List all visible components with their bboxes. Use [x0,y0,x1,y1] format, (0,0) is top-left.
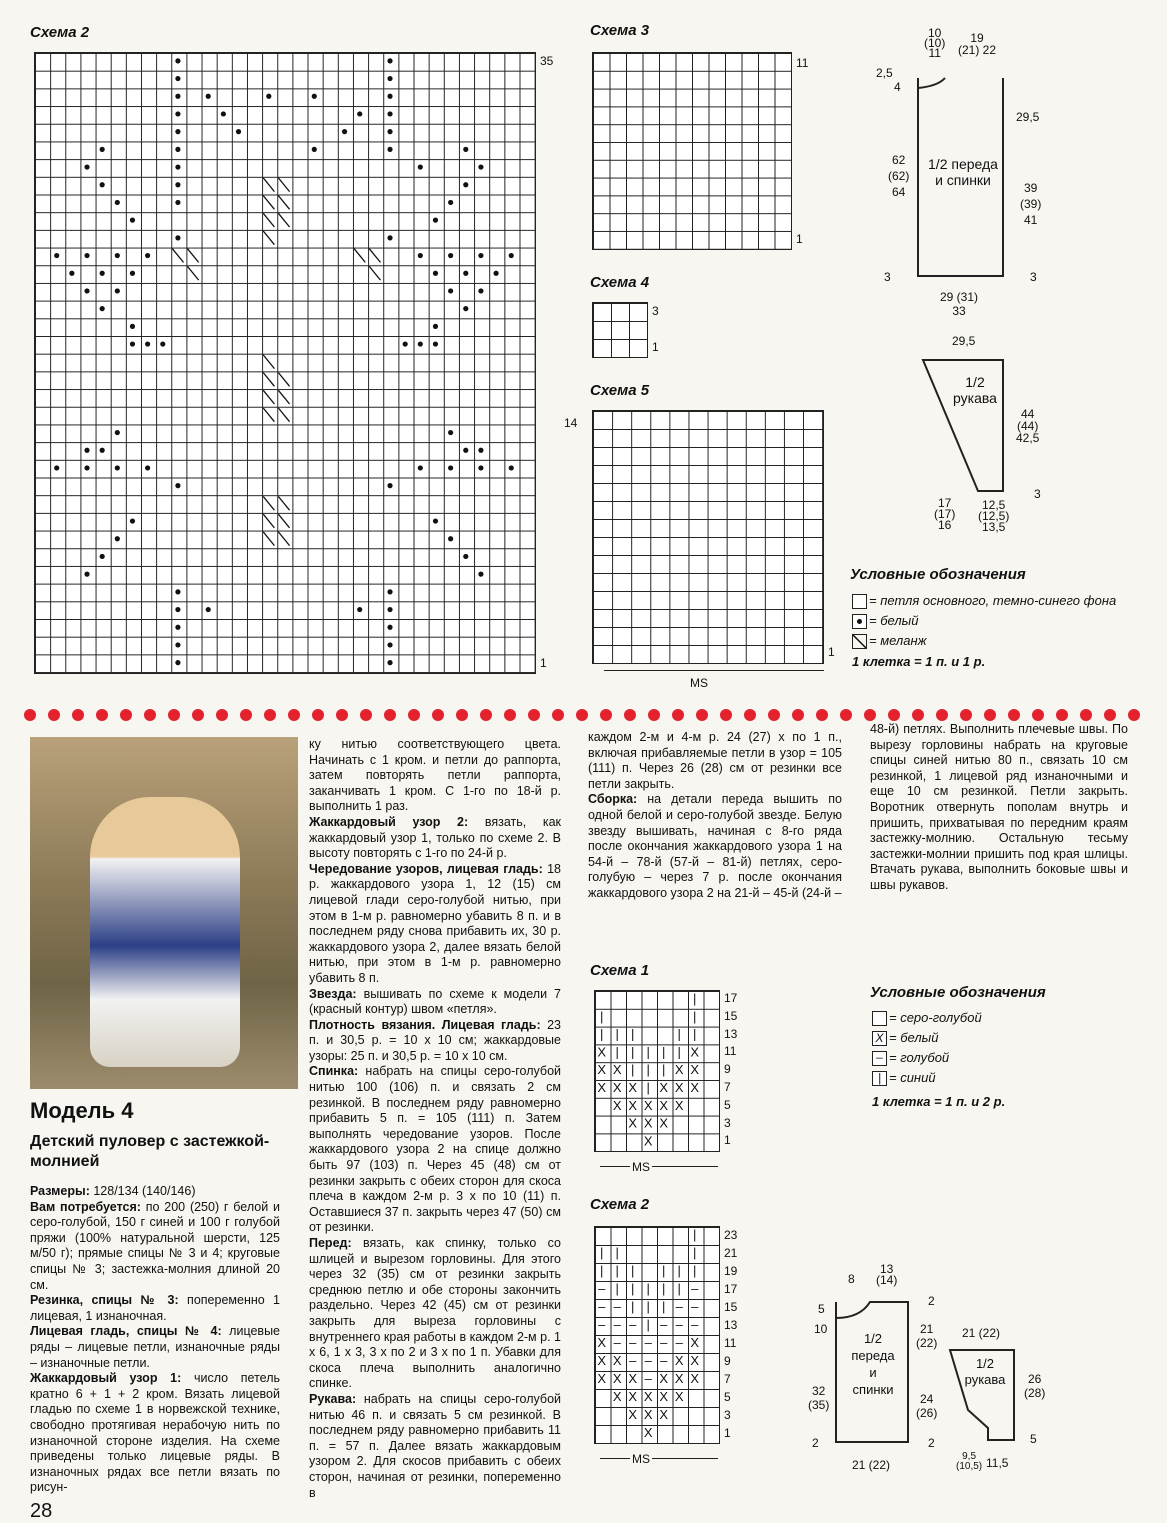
paragraph-heading: Жаккардовый узор 1: [30,1371,182,1386]
row-number: 3 [724,1408,731,1422]
paragraph-heading: Жаккардовый узор 2: [309,814,469,829]
p2-top-two: 2 [928,1294,935,1308]
chart-glyph: – [629,1317,637,1332]
chart-glyph: X [597,1371,607,1386]
row-number: 5 [724,1097,731,1112]
chart-glyph: | [600,1263,604,1278]
chart-glyph: X [643,1133,653,1149]
paragraph-heading: Перед: [309,1236,352,1250]
chart-glyph: | [662,1299,666,1314]
chart-glyph: X [643,1097,653,1113]
chart-glyph: | [693,1245,697,1260]
chart-glyph: | [693,1026,697,1042]
p2-left: 32 (35) [808,1384,830,1412]
chart-glyph: – [660,1353,668,1368]
chart-glyph: X [597,1080,607,1095]
p1-side1: 29,5 [1016,110,1040,124]
model-title: Модель 4 [30,1098,134,1123]
p2-sl-h: 26 (28) [1024,1372,1046,1400]
chart-glyph: | [631,1062,635,1078]
p1-top-right: 19 (21) 22 [958,31,997,57]
chart-glyph: | [631,1263,635,1278]
paragraph: 48-й) петлях. Выполнить плечевые швы. По вырезу горловины набрать на круговые спицы синей нитью 80 п., связать 10 см резинкой, 1 лицевой ряд изнаночными и еще 10 см резинкой. Петли закрыть. Воротник отвернуть пополам внутрь и пришить, прихватывая по передним краям застежку-молнию. Остальную тесьму застежки-молнии пришить под края шлицы. Втачать рукава, выполнить боковые швы и швы рукавов. [870,722,1128,892]
chart-glyph: X [643,1389,653,1404]
legend1-item-bg: = петля основного, темно-синего фона [852,593,1116,609]
paragraph: Вам потребуется: по 200 (250) г белой и серо-голубой, 150 г синей и 100 г голубой пряжи (100% натуральной шерсти, 125 м/50 г); прямые спицы № 3 и 4; круговые спицы № 3; застежка-молния длиной 20 см. [30,1199,280,1292]
row-number: 3 [724,1115,731,1130]
chart-glyph: X [659,1389,669,1404]
paragraph-heading: Размеры: [30,1184,90,1198]
chart-glyph: | [615,1026,619,1042]
chart-glyph: X [690,1335,700,1350]
chart-glyph: | [677,1044,681,1060]
paragraph: Перед: вязать, как спинку, только со шлицей и вырезом горловины. Для этого через 32 (35) см от резинки закрыть среднюю петлю и обе стороны закончить раздельно. Через 42 (45) см от резинки закрыть для выреза горловины с внутреннего края работы в каждом 2-м р. 1 х 6, 1 х 3, 3 х по 2 и 3 х по 1 п. Убавки для скоса плеча выполнить аналогично спинке. [309,1236,561,1391]
chart-glyph: X [612,1080,622,1095]
p1-top-left: 10 (10) 11 [924,26,946,60]
p2-sleeve-label: 1/2 рукава [964,1356,1006,1387]
row-number: 7 [724,1079,731,1094]
chart-glyph: | [662,1281,666,1296]
chart-glyph: X [597,1062,607,1078]
chart-glyph: X [690,1371,700,1386]
chart-glyph: X [659,1371,669,1386]
row-number: 1 [724,1133,731,1148]
chart-glyph: X [612,1097,622,1113]
chart-glyph: X [690,1353,700,1368]
chart-glyph: | [600,1008,604,1024]
chart-glyph: X [612,1062,622,1078]
chart-glyph: | [693,991,697,1006]
chart-glyph: – [629,1335,637,1350]
row-number: 1 [724,1426,731,1440]
row-number: 13 [724,1318,738,1332]
chart-glyph: X [612,1371,622,1386]
p1-sleeve-top: 29,5 [952,334,976,348]
legend1-item-white: = белый [852,613,918,629]
legend2-cell: 1 клетка = 1 п. и 2 р. [872,1094,1006,1109]
chart-glyph: X [659,1407,669,1422]
paragraph-heading: Лицевая гладь, спицы № 4: [30,1324,222,1339]
scheme5-title: Схема 5 [590,382,650,399]
row-number: 11 [724,1336,737,1350]
p2-sl-w: 21 (22) [962,1326,1001,1340]
p1-sleeve-label: 1/2 рукава [953,374,997,406]
chart-glyph: X [628,1080,638,1095]
p1-neck-d: 4 [894,80,901,94]
paragraph-heading: Сборка: [588,792,638,807]
legend1-title: Условные обозначения [850,566,1026,583]
p1-front-label: 1/2 переда и спинки [928,156,998,188]
chart-glyph: X [628,1389,638,1404]
row-number: 17 [724,1282,738,1296]
p2-sl-5: 5 [1030,1432,1037,1446]
row-number: 23 [724,1228,738,1242]
b-scheme1-title: Схема 1 [590,962,650,979]
chart-glyph: | [615,1281,619,1296]
row-number: 11 [724,1044,737,1059]
chart-glyph: X [674,1062,684,1078]
page-number: 28 [30,1500,53,1522]
chart-glyph: | [631,1281,635,1296]
p2-top-r: 13 (14) [876,1262,898,1287]
paragraph-heading: Спинка: [309,1064,359,1079]
row-number: 15 [724,1300,738,1314]
p2-two-right: 2 [928,1436,935,1450]
paragraph-heading: Вам потребуется: [30,1199,141,1214]
legend1-cell: 1 клетка = 1 п. и 1 р. [852,654,986,669]
scheme2-row-bottom: 1 [540,656,547,670]
chart-glyph: – [613,1317,621,1332]
p2-width: 21 (22) [852,1458,891,1472]
b-scheme2-title: Схема 2 [590,1196,650,1213]
chart-glyph: | [615,1245,619,1260]
chart-glyph: X [597,1353,607,1368]
paragraph: Звезда: вышивать по схеме к модели 7 (красный контур) швом «петля». [309,986,561,1017]
p2-right2: 24 (26) [916,1392,938,1420]
chart-glyph: – [613,1335,621,1350]
scheme3-title: Схема 3 [590,22,650,39]
ms-label: MS [690,676,708,690]
legend2-item-navy: | = синий [872,1070,936,1086]
p2-neck: 5 [818,1302,825,1316]
paragraph: Спинка: набрать на спицы серо-голубой нитью 100 (106) п. и связать 2 см резинкой. В последнем ряду равномерно прибавить 5 п. = 105 (111) п. Затем выполнять чередование узоров. После жаккардового узора 2 на спице должно быть 97 (103) п. Через 45 (48) см от резинки закрыть с обеих сторон для скоса плеча в каждом 2-м р. 3 х по 10 (11) п. Оставшиеся 37 п. закрыть через 47 (50) см от резинки. [309,1064,561,1235]
paragraph-heading: Звезда: [309,986,357,1001]
x-square-icon: X [872,1031,887,1046]
row-number: 13 [724,1026,738,1041]
p1-sleeve-b: 3 [1034,487,1041,501]
chart-glyph: | [646,1062,650,1078]
chart-glyph: – [675,1299,683,1314]
paragraph-heading: Плотность вязания. Лицевая гладь: [309,1017,541,1032]
scheme5-row-top: 14 [564,416,578,430]
chart-glyph: X [628,1371,638,1386]
chart-glyph: | [646,1299,650,1314]
b-ms2-label: MS [632,1452,650,1466]
chart-glyph: | [631,1299,635,1314]
bar-square-icon: | [872,1071,887,1086]
dash-square-icon: – [872,1051,887,1066]
chart-glyph: X [659,1097,669,1113]
p1-neck-w: 2,5 [876,66,893,80]
chart-glyph: – [675,1335,683,1350]
chart-glyph: | [646,1317,650,1332]
chart-glyph: – [629,1353,637,1368]
p1-sleeve-h: 44 (44) 42,5 [1016,407,1040,445]
chart-glyph: – [691,1317,699,1332]
chart-glyph: X [659,1115,669,1131]
chart-glyph: X [690,1044,700,1060]
chart-glyph: X [597,1335,607,1350]
chart-glyph: | [677,1026,681,1042]
paragraph: Размеры: 128/134 (140/146) [30,1184,196,1198]
chart-glyph: | [615,1044,619,1060]
row-number: 9 [724,1354,731,1368]
chart-glyph: X [674,1371,684,1386]
legend1-item-melange: = меланж [852,633,927,649]
paragraph: Плотность вязания. Лицевая гладь: 23 п. и 30,5 р. = 10 х 10 см; жаккардовые узоры: 25 п. и 30,5 р. = 10 х 10 см. [309,1017,561,1063]
row-number: 7 [724,1372,731,1386]
paragraph: Чередование узоров, лицевая гладь: 18 р. жаккардового узора 1, 12 (15) см лицевой глади серо-голубой нитью, при этом в 1-м р. равномерно убавить 8 п. и в последнем ряду снова прибавить их, 30 р. жаккардового узора 2, далее вязать белой нитью, при этом в 1-м р. равномерно убавить 8 п. [309,861,561,985]
paragraph-heading: Рукава: [309,1391,357,1406]
chart-glyph: X [674,1389,684,1404]
chart-glyph: X [674,1080,684,1095]
row-number: 15 [724,1008,738,1023]
chart-glyph: | [646,1281,650,1296]
chart-glyph: | [662,1263,666,1278]
legend2-item-white: X = белый [872,1030,938,1046]
chart-glyph: – [598,1299,606,1314]
chart-glyph: | [662,1062,666,1078]
chart-glyph: | [646,1080,650,1095]
chart-glyph: – [691,1281,699,1296]
paragraph: Жаккардовый узор 1: число петель кратно 6 + 1 + 2 кром. Вязать лицевой гладью по схеме 1 в норвежской технике, свободно протягивая нерабочую нить по изнаночной стороне изделия. На схеме приведены только лицевые ряды. В изнаночных рядах все петли вязать по рисун- [30,1371,281,1495]
chart-glyph: – [691,1299,699,1314]
chart-glyph: | [677,1263,681,1278]
scheme4-title: Схема 4 [590,274,650,291]
scheme3-row-top: 11 [796,56,809,70]
paragraph: ку нитью соответствующего цвета. Начинать с 1 кром. и петли до раппорта, затем повторять петли раппорта, заканчивать 1 кром. С 1-го по 18-й р. выполнить 1 раз. [309,737,561,814]
chart-glyph: – [644,1371,652,1386]
chart-glyph: – [644,1353,652,1368]
model-subtitle: Детский пуловер с застежкой-молнией [30,1133,270,1170]
chart-glyph: X [628,1115,638,1131]
chart-glyph: – [660,1317,668,1332]
paragraph: Лицевая гладь, спицы № 4: лицевые ряды – лицевые петли, изнаночные ряды – изнаночные петли. [30,1324,280,1370]
chart-glyph: | [646,1044,650,1060]
chart-glyph: | [631,1026,635,1042]
p1-right: 39 (39) 41 [1020,181,1042,227]
row-number: 5 [724,1390,731,1404]
chart-glyph: | [693,1263,697,1278]
chart-glyph: X [690,1062,700,1078]
paragraph: Жаккардовый узор 2: вязать, как жаккардовый узор 1, только по схеме 2. В высоту повторять с 1-го по 24-й р. [309,814,562,861]
p1-cuff-right: 12,5 (12,5) 13,5 [978,498,1010,534]
p2-neck2: 10 [814,1322,828,1336]
scheme4-row-top: 3 [652,304,659,318]
row-number: 21 [724,1246,738,1260]
chart-glyph: | [693,1227,697,1242]
paragraph: каждом 2-м и 4-м р. 24 (27) х по 1 п., включая прибавляемые петли в узор = 105 (111) п. Через 26 (28) см от резинки все петли закрыть. [588,730,842,791]
chart-glyph: X [643,1407,653,1422]
p1-width: 29 (31) 33 [940,290,979,318]
scheme3-row-bottom: 1 [796,232,803,246]
scheme5-row-bottom: 1 [828,645,835,659]
scheme2-row-top: 35 [540,54,554,68]
chart-glyph: X [643,1115,653,1131]
chart-glyph: | [662,1044,666,1060]
paragraph-heading: Резинка, спицы № 3: [30,1293,179,1308]
p1-bot-left: 3 [884,270,891,284]
chart-glyph: X [643,1425,653,1440]
chart-glyph: X [612,1389,622,1404]
chart-glyph: | [615,1263,619,1278]
p2-top-l: 8 [848,1272,855,1286]
b-ms1-label: MS [632,1160,650,1174]
p2-two-left: 2 [812,1436,819,1450]
scheme4-row-bottom: 1 [652,340,659,354]
chart-glyph: X [597,1044,607,1060]
legend2-item-blue: – = голубой [872,1050,949,1066]
chart-glyph: X [612,1353,622,1368]
chart-glyph: X [628,1097,638,1113]
p1-cuff-left: 17 (17) 16 [934,496,956,532]
chart-glyph: – [644,1335,652,1350]
p2-front-label: 1/2 переда и спинки [851,1331,895,1397]
legend2-title: Условные обозначения [870,984,1046,1001]
p1-left: 62 (62) 64 [888,153,910,199]
chart-glyph: X [690,1080,700,1095]
paragraph: Рукава: набрать на спицы серо-голубой нитью 46 п. и связать 5 см резинкой. В последнем ряду равномерно прибавить 11 п. = 57 п. Далее вязать жаккардовым узором 2. Для скосов прибавить с обеих сторон, начиная от резинки, попеременно в [309,1391,561,1500]
legend2-item-grey: = серо-голубой [872,1010,982,1026]
chart-glyph: – [598,1317,606,1332]
chart-glyph: X [674,1353,684,1368]
row-number: 9 [724,1062,731,1077]
scheme2-title: Схема 2 [30,24,90,41]
p2-right1: 21 (22) [916,1322,938,1350]
p1-bot-right: 3 [1030,270,1037,284]
chart-glyph: | [693,1008,697,1024]
p2-sl-b2: 11,5 [986,1456,1009,1470]
chart-glyph: | [600,1245,604,1260]
chart-glyph: X [628,1407,638,1422]
chart-glyph: – [613,1299,621,1314]
chart-glyph: | [600,1026,604,1042]
chart-glyph: – [675,1317,683,1332]
paragraph-heading: Чередование узоров, лицевая гладь: [309,861,543,876]
chart-glyph: – [660,1335,668,1350]
row-number: 19 [724,1264,738,1278]
chart-glyph: X [674,1097,684,1113]
row-number: 17 [724,991,738,1005]
paragraph: Сборка: на детали переда вышить по одной белой и серо-голубой звезде. Белую звезду вышивать, начиная с 8-го ряда после окончания жаккардового узора 1 на 54-й – 78-й (57-й – 81-й) петлях, серо-голубую – через 7 р. после окончания жаккардового узора 2 на 21-й – 45-й (24-й – [588,792,842,900]
p2-sl-b1: 9,5 (10,5) [956,1451,983,1472]
chart-glyph: X [659,1080,669,1095]
paragraph: Резинка, спицы № 3: попеременно 1 лицевая, 1 изнаночная. [30,1293,281,1323]
chart-glyph: – [598,1281,606,1296]
chart-glyph: | [677,1281,681,1296]
chart-glyph: | [631,1044,635,1060]
